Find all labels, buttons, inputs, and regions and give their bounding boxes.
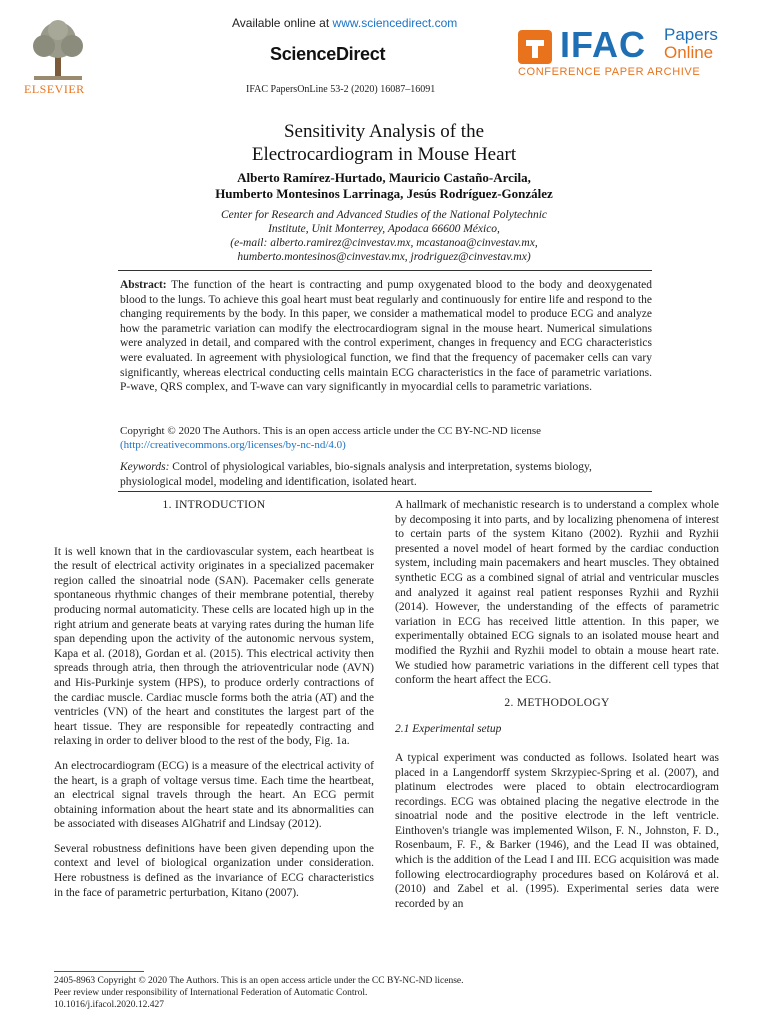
availability-prefix: Available online at [232,16,333,30]
footer-line-3: 10.1016/j.ifacol.2020.12.427 [54,1000,165,1010]
availability-line [232,16,457,30]
copyright-notice [120,424,652,452]
abstract-top-rule [118,270,652,271]
abstract [120,278,652,395]
section-heading-methodology: 2. METHODOLOGY [504,696,610,709]
affiliation [0,208,768,264]
methods-paragraph-1: A typical experiment was conducted as follows. Isolated heart was placed in a Langendorff system Skrzypiec-Spring et al. (2007), and platinum electrodes were placed to obtain electrocardiogram recordings. ECG was obtained placing the negative electrode in the sinoatrial node and the positive electrode in the left ventricle. Einthoven's triangle was implemented Wilson, F. N., Johnston, F. D., Rosenbaum, F. F., & Barker (1946), and the Lead II was obtained, which is the addition of the Lead I and III. ECG acquisition was made following electrocardiography procedures based on Kolárová et al. (2010) and Zabel et al. (1995). Experimental series data were recorded by an [395,751,719,910]
journal-citation: IFAC PapersOnLine 53-2 (2020) 16087–16091 [246,84,436,95]
footer-line-2: Peer review under responsibility of International Federation of Automatic Control. [54,988,368,998]
keywords [120,460,652,489]
right-column [395,498,719,911]
ifac-papers-label: Papers [664,25,718,44]
authors-line-2: Humberto Montesinos Larrinaga, Jesús Rodríguez-González [215,186,553,201]
keywords-text: Control of physiological variables, bio-signals analysis and interpretation, systems biology, physiological model, modeling and identification, isolated heart. [120,461,592,488]
abstract-text: The function of the heart is contracting and pump oxygenated blood to the body and deoxygenated blood to the lungs. To achieve this goal heart must beat regularly and continuously for entire life and respond to the changing requirements by the body. In this paper, we consider a mathematical model to produce ECG and analyze how the parametric variation can modify the electrocardiogram signal in the mouse heart. Numerical simulations were analyzed in detail, and compared with the control experiment, changes in frequency and ECG characteristics were evaluated. In agreement with physiological function, we find that the frequency of pacemaker cells can vary significantly, whereas electrical conducting cells maintain ECG characteristics in the face of parametric variations. P-wave, QRS complex, and T-wave can vary significantly in myocardial cells to parametric variations. [120,279,652,394]
intro-paragraph-4: A hallmark of mechanistic research is to understand a complex whole by decomposing it into parts, and by localizing phenomena of interest to certain parts of the system Kitano (2002). Ryzhii and Ryzhii presented a novel model of heart formed by the cardiac conduction system, including main pacemakers and heart muscles. They obtained synthetic ECG as a combined signal of atrial and ventricular muscles and analyzed it against real patient responses Ryzhii and Ryzhii (2014). However, the understanding of the effects of parametric variation in ECG has received little attention. In this paper, we experimentally obtained ECG signals to an isolated mouse heart and modified the Ryzhii and Ryzhii model to obtain a mouse heart rate. We studied how parametric variations in the different cell types that conform the heart affect the ECG. [395,499,719,687]
affiliation-line-4: humberto.montesinos@cinvestav.mx, jrodriguez@cinvestav.mx) [237,251,531,263]
ifac-archive-label: CONFERENCE PAPER ARCHIVE [518,66,701,78]
elsevier-tree-logo [26,18,90,82]
abstract-label: Abstract: [120,279,167,291]
sciencedirect-brand: ScienceDirect [270,44,386,64]
ifac-wordmark: IFAC [560,24,647,65]
affiliation-line-1: Center for Research and Advanced Studies of the National Polytechnic [220,209,548,221]
keywords-label: Keywords: [120,461,170,473]
paper-title [0,120,768,166]
affiliation-line-3: (e-mail: alberto.ramirez@cinvestav.mx, mcastanoa@cinvestav.mx, [230,237,538,249]
intro-paragraph-3: Several robustness definitions have been given depending upon the context and level of biological organization under consideration. Here robustness is defined as the invariance of ECG characteristics in the face of parametric perturbation, Kitano (2007). [54,842,374,899]
title-line-1: Sensitivity Analysis of the [283,121,485,142]
sciencedirect-link[interactable]: www.sciencedirect.com [332,16,458,30]
copyright-text: Copyright © 2020 The Authors. This is an open access article under the CC BY-NC-ND license [120,425,541,437]
left-column [54,498,374,900]
authors-line-1: Alberto Ramírez-Hurtado, Mauricio Castaño-Arcila, [237,170,531,185]
footer-rule [54,971,144,972]
intro-paragraph-1: It is well known that in the cardiovascular system, each heartbeat is the result of electrical activity originates in a specialized pacemaker region called the sinoatrial node (SAN). Pacemaker cells generate spontaneous rhythmic changes of their membrane potential, thereby producing normal automaticity. These cells are located high up in the right atrium and generate beats at varying rates during the human life span depending upon the activity of the autonomic nervous system, Kapa et al. (2018), Gordan et al. (2015). This electrical activity then spreads through atria, then through the atrioventricular node (AVN) and His-Purkinje system (HPS), to produce orderly contractions of the cardiac muscle. Cardiac muscle forms both the atria (AT) and the ventricles (VN) of the heart and constitutes the largest part of the heart tissue. They are responsible for repeatedly contracting and relaxing in order to deliver blood to the rest of the body, Fig. 1a. [54,545,374,748]
section-heading-introduction: 1. INTRODUCTION [162,499,266,511]
subsection-heading-experimental-setup: 2.1 Experimental setup [395,723,502,736]
affiliation-line-2: Institute, Unit Monterrey, Apodaca 66600 México, [268,223,500,235]
elsevier-wordmark: ELSEVIER [24,82,85,96]
ifac-online-label: Online [664,43,714,62]
author-list [0,170,768,202]
license-link[interactable]: (http://creativecommons.org/licenses/by-nc-nd/4.0) [120,439,346,451]
intro-paragraph-2: An electrocardiogram (ECG) is a measure of the electrical activity of the heart, is a graph of voltage versus time. Each time the heartbeat, an electrical signal travels through the heart. An ECG permit obtaining information about the heart state and its abnormalities can be associated with diseases AlGhatrif and Lindsay (2012). [54,759,374,831]
footer [54,975,464,1011]
footer-line-1: 2405-8963 Copyright © 2020 The Authors. This is an open access article under the CC BY-NC-ND license. [54,976,464,986]
title-line-2: Electrocardiogram in Mouse Heart [251,144,517,165]
keywords-bottom-rule [118,491,652,492]
